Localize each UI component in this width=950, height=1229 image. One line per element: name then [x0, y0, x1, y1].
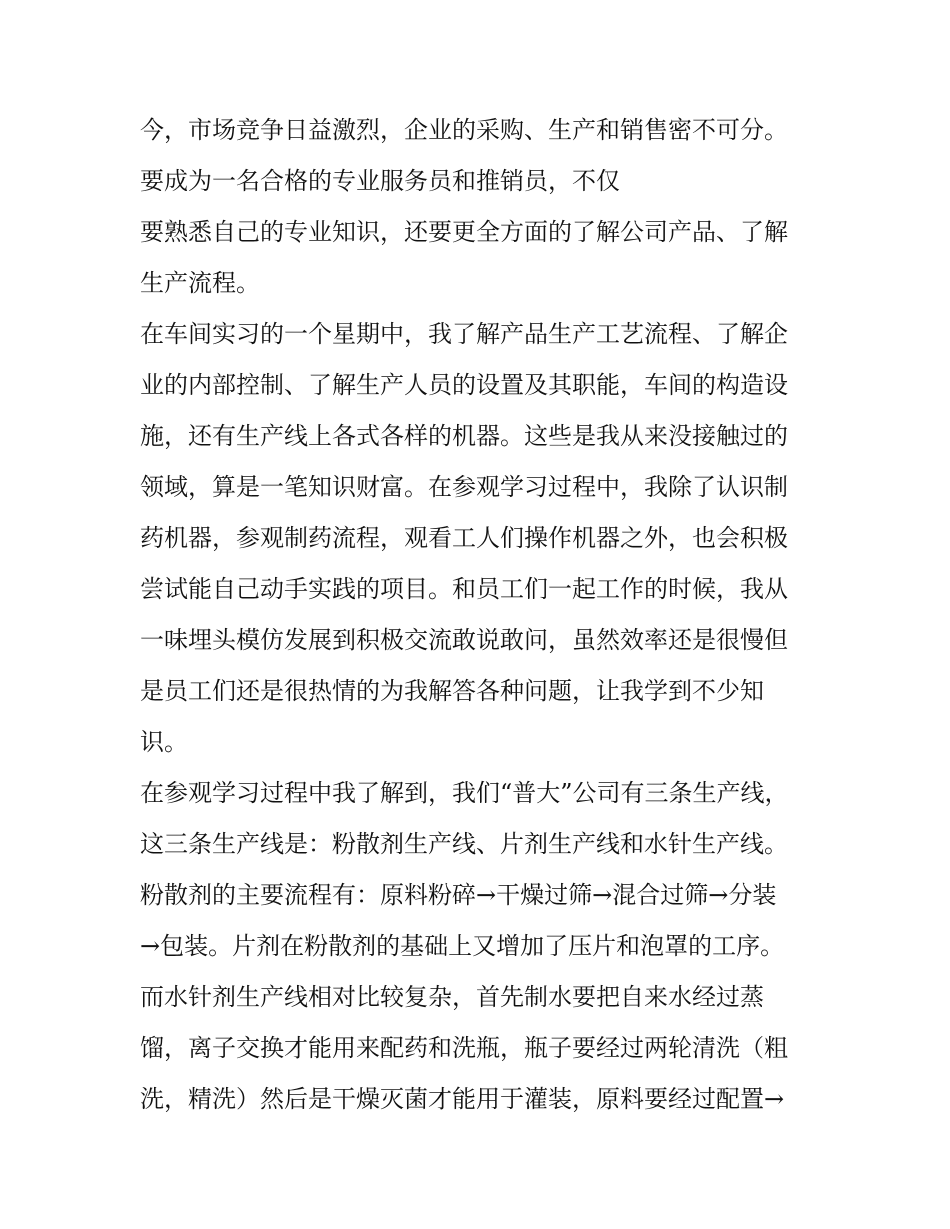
text-line: 在车间实习的一个星期中，我了解产品生产工艺流程、了解企 — [140, 320, 788, 348]
text-line: →包装。片剂在粉散剂的基础上又增加了压片和泡罩的工序。 — [140, 932, 785, 960]
text-line: 施，还有生产线上各式各样的机器。这些是我从来没接触过的 — [140, 422, 788, 450]
text-line: 是员工们还是很热情的为我解答各种问题，让我学到不少知 — [140, 677, 764, 705]
text-line: 洗，精洗）然后是干燥灭菌才能用于灌装，原料要经过配置→ — [140, 1085, 785, 1113]
text-line: 要熟悉自己的专业知识，还要更全方面的了解公司产品、了解 — [140, 218, 788, 246]
text-line: 领域，算是一笔知识财富。在参观学习过程中，我除了认识制 — [140, 473, 788, 501]
document-body — [140, 105, 820, 1125]
text-line: 而水针剂生产线相对比较复杂，首先制水要把自来水经过蒸 — [140, 983, 764, 1011]
text-line: 一味埋头模仿发展到积极交流敢说敢问，虽然效率还是很慢但 — [140, 626, 788, 654]
text-line: 药机器，参观制药流程，观看工人们操作机器之外，也会积极 — [140, 524, 788, 552]
text-line: 生产流程。 — [140, 269, 260, 297]
text-line: 在参观学习过程中我了解到，我们“普大”公司有三条生产线， — [140, 779, 789, 807]
text-line: 要成为一名合格的专业服务员和推销员，不仅 — [140, 167, 620, 195]
text-line: 今，市场竞争日益激烈，企业的采购、生产和销售密不可分。 — [140, 116, 788, 144]
text-line: 馏，离子交换才能用来配药和洗瓶，瓶子要经过两轮清洗（粗 — [140, 1034, 788, 1062]
text-line: 这三条生产线是：粉散剂生产线、片剂生产线和水针生产线。 — [140, 830, 788, 858]
text-line: 尝试能自己动手实践的项目。和员工们一起工作的时候，我从 — [140, 575, 788, 603]
text-line: 粉散剂的主要流程有：原料粉碎→干燥过筛→混合过筛→分装 — [140, 881, 777, 909]
text-line: 识。 — [140, 728, 188, 756]
text-line: 业的内部控制、了解生产人员的设置及其职能，车间的构造设 — [140, 371, 788, 399]
